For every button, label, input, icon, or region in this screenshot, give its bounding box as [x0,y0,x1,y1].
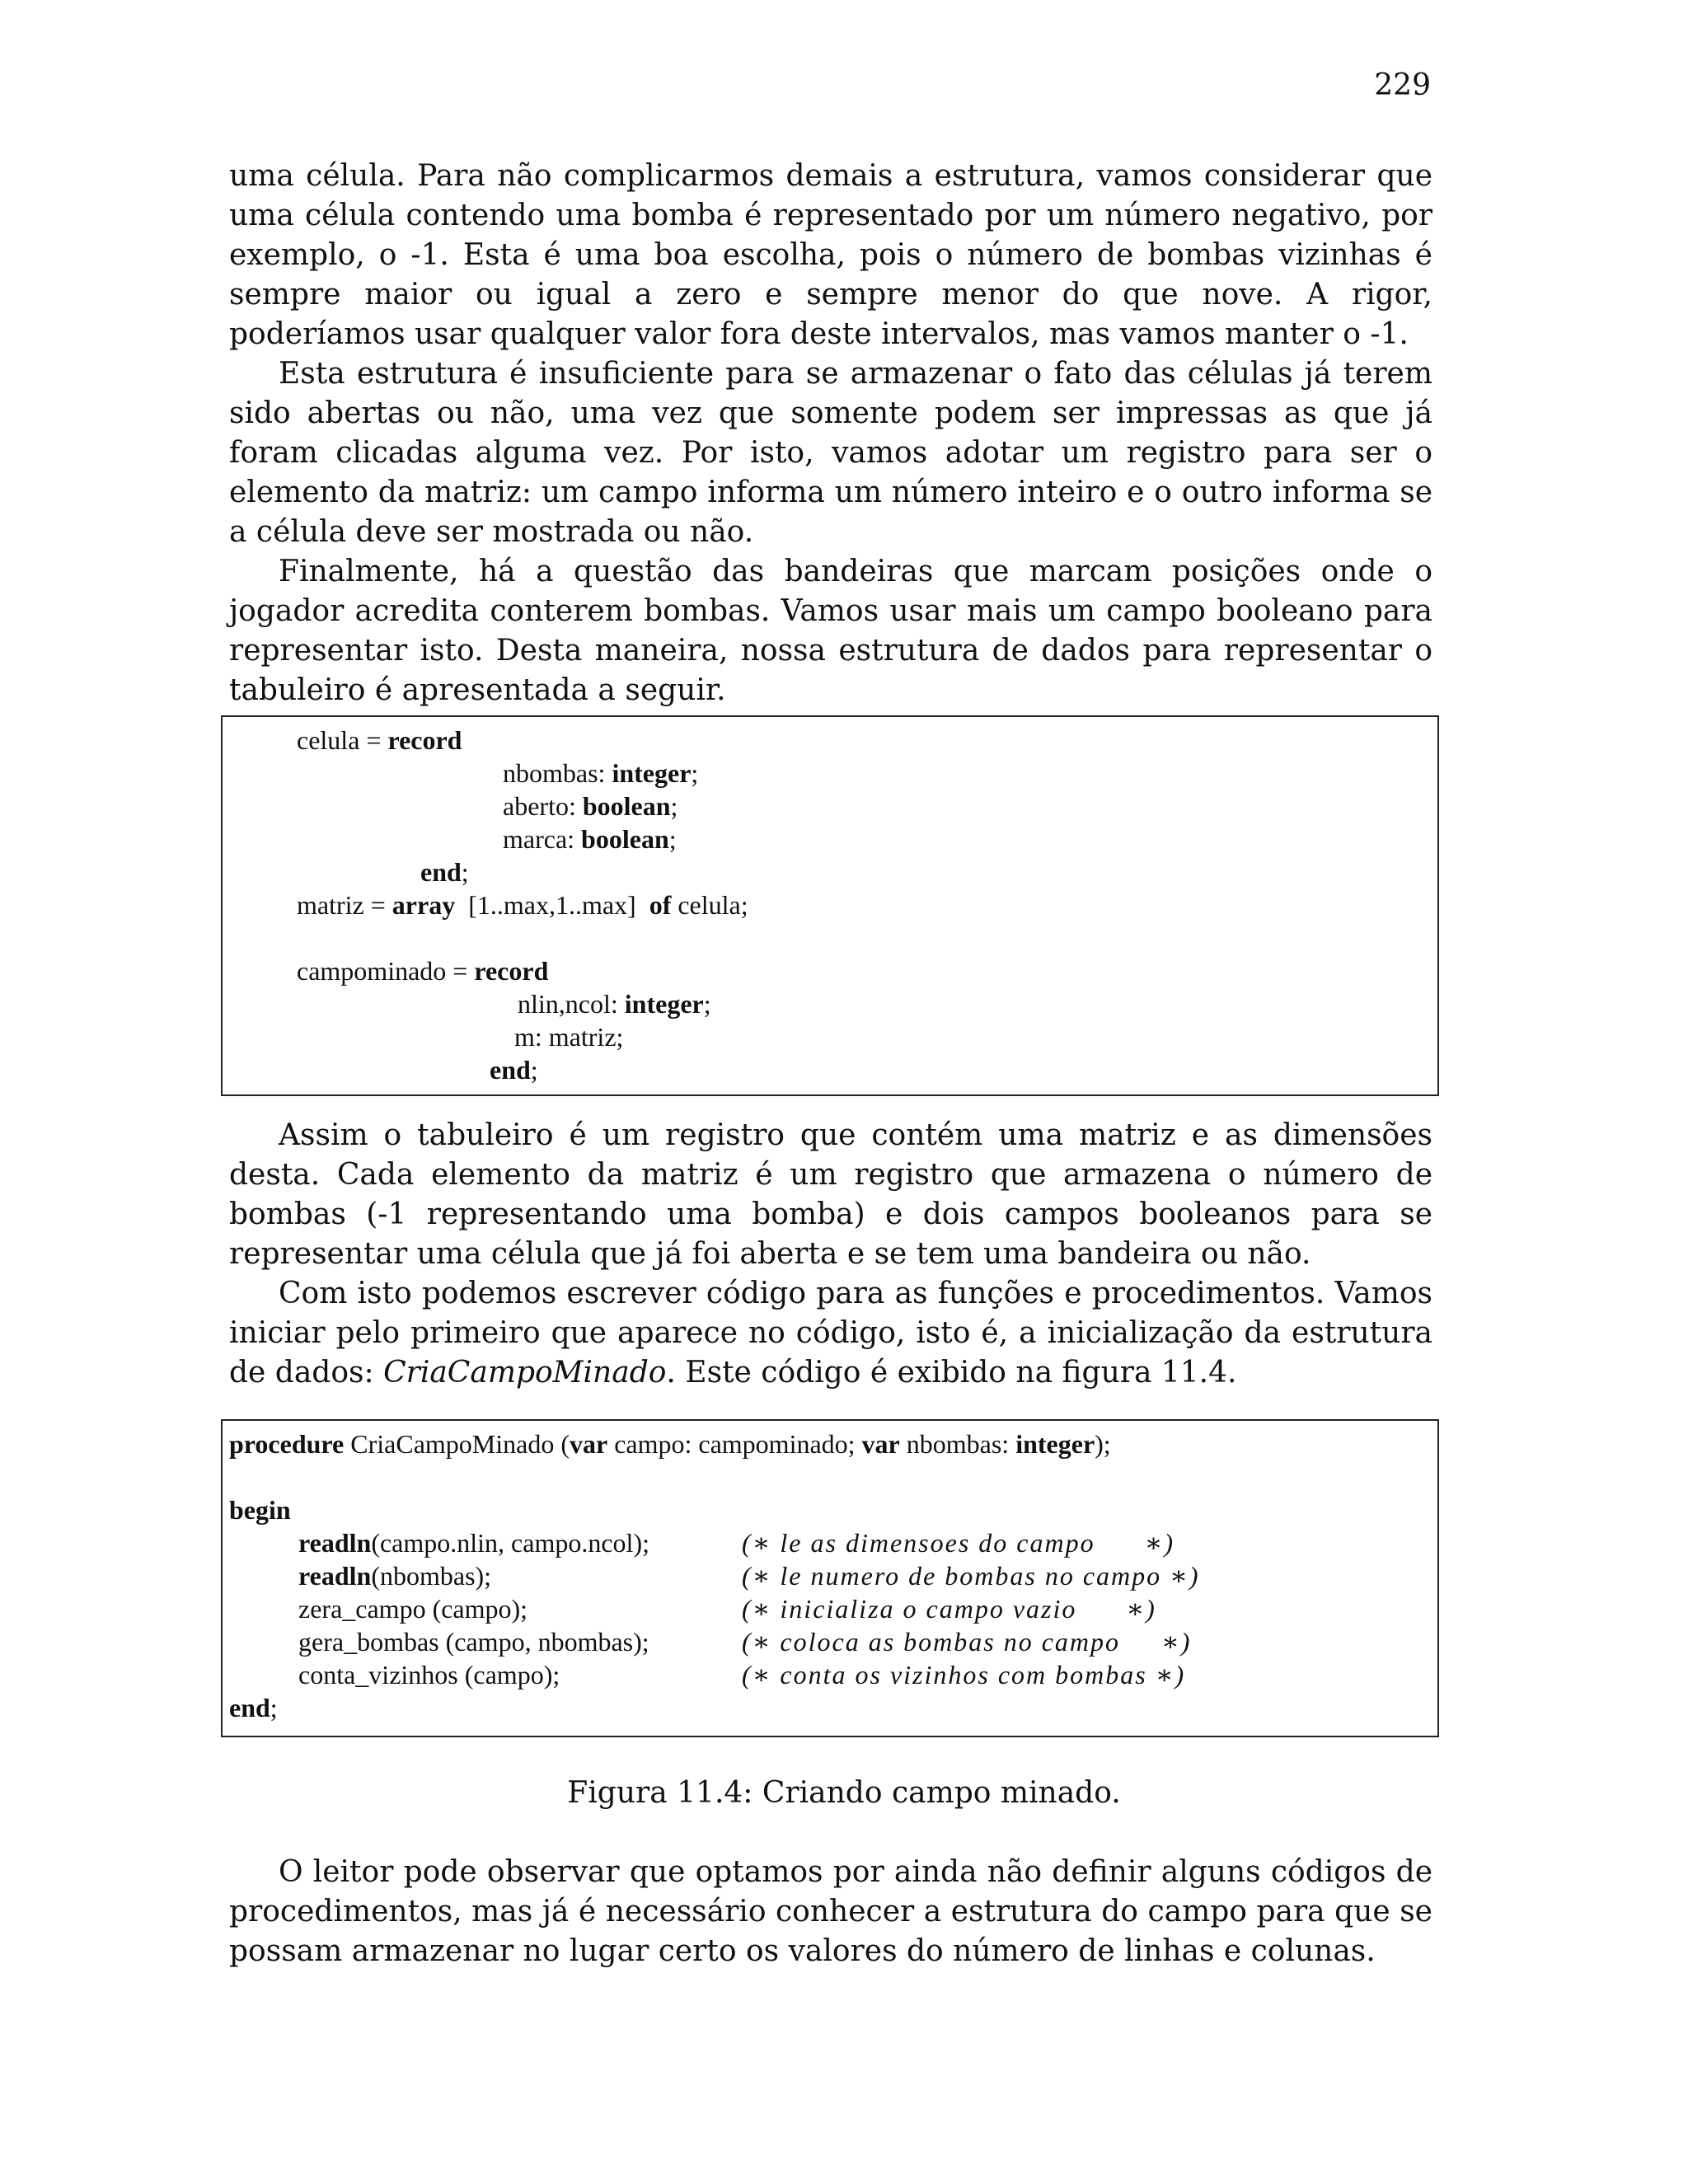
identifier: celula [297,725,360,755]
code-line [514,1020,623,1053]
keyword: boolean [582,791,671,821]
code-line [503,790,678,823]
code-comment: (∗ inicializa o campo vazio ∗) [742,1594,1156,1624]
code-line [298,1526,649,1559]
identifier: nlin,ncol: [518,989,625,1019]
code-comment: (∗ coloca as bombas no campo ∗) [742,1627,1192,1657]
keyword: boolean [581,824,669,854]
arguments: (campo.nlin, campo.ncol); [371,1528,649,1558]
identifier: m: matriz; [514,1022,624,1052]
code-line [229,1691,278,1724]
type-name: celula; [671,890,748,920]
keyword: end [490,1055,531,1085]
keyword: procedure [229,1429,345,1459]
code-line [490,1053,538,1086]
range: [1..max,1..max] [455,890,649,920]
text-block-top [229,157,1432,710]
code-line [503,757,698,790]
identifier: campominado [297,956,447,986]
punct: ; [530,1055,538,1085]
identifier: campo: campominado; [607,1429,862,1459]
punct: ; [270,1693,278,1722]
keyword: integer [612,758,692,788]
operator: = [446,956,475,986]
procedure-name: CriaCampoMinado [383,1356,667,1390]
keyword: var [569,1429,608,1459]
code-comment: (∗ conta os vizinhos com bombas ∗) [742,1660,1186,1690]
keyword: of [649,890,672,920]
code-comment: (∗ le as dimensoes do campo ∗) [742,1528,1175,1558]
keyword: readln [298,1528,372,1558]
operator: = [359,725,388,755]
keyword: record [387,725,462,755]
paragraph: Assim o tabuleiro é um registro que contém uma matriz e as dimensões desta. Cada elemento da matriz é um registro que armazena o número de bombas (-1 representando uma bomba) e dois campos booleanos para se representar uma célula que já foi aberta e se tem uma bandeira ou não. [229,1118,1432,1271]
code-comment: (∗ le numero de bombas no campo ∗) [742,1561,1200,1591]
code-line: zera_campo (campo); [298,1594,528,1624]
keyword: readln [298,1561,372,1591]
identifier: CriaCampoMinado ( [344,1429,570,1459]
punct: ); [1095,1429,1111,1459]
identifier: marca: [503,824,582,854]
text-block-mid [229,1116,1432,1393]
code-line: gera_bombas (campo, nbombas); [298,1627,649,1657]
code-line [297,888,748,921]
punct: ; [461,857,469,887]
code-line [518,987,711,1020]
operator: = [363,890,392,920]
text-block-bottom [229,1853,1432,1971]
code-line [503,823,677,855]
paragraph: O leitor pode observar que optamos por ainda não definir alguns códigos de procedimentos, mas já é necessário conhecer a estrutura do campo para que se possam armazenar no lugar certo os valores do número de linhas e colunas. [229,1855,1432,1968]
identifier: nbombas: [503,758,612,788]
keyword: end [420,857,462,887]
keyword: integer [624,989,704,1019]
keyword: end [229,1693,270,1722]
punct: ; [691,758,699,788]
paragraph-text: Com isto podemos escrever código para as funções e procedimentos. Vamos iniciar pelo primeiro que aparece no código, isto é, a inicialização da estrutura de dados: [229,1277,1432,1390]
paragraph: uma célula. Para não complicarmos demais a estrutura, vamos considerar que uma célula contendo uma bomba é representado por um número negativo, por exemplo, o -1. Esta é uma boa escolha, pois o número de bombas vizinhas é sempre maior ou igual a zero e sempre menor do que nove. A rigor, poderíamos usar qualquer valor fora deste intervalos, mas vamos manter o -1. [229,159,1432,351]
paragraph-text: . Este código é exibido na figura 11.4. [666,1356,1237,1390]
arguments: (nbombas); [371,1561,492,1591]
keyword: var [861,1429,900,1459]
paragraph [229,1274,1432,1393]
identifier: nbombas: [899,1429,1016,1459]
punct: ; [703,989,711,1019]
punct: ; [668,824,677,854]
keyword: integer [1015,1429,1095,1459]
figure-caption: Figura 11.4: Criando campo minado. [567,1776,1121,1810]
code-line [297,954,548,987]
code-line [298,1559,491,1592]
punct: ; [670,791,678,821]
code-line: begin [229,1495,291,1525]
code-box-struct [221,715,1439,1096]
paragraph: Esta estrutura é insuficiente para se armazenar o fato das células já terem sido abertas ou não, uma vez que somente podem ser impressas as que já foram clicadas alguma vez. Por isto, vamos adotar um registro para ser o elemento da matriz: um campo informa um número inteiro e o outro informa se a célula deve ser mostrada ou não. [229,357,1432,549]
code-line [420,855,469,888]
identifier: aberto: [503,791,583,821]
code-line [297,724,462,757]
paragraph: Finalmente, há a questão das bandeiras que marcam posições onde o jogador acredita conterem bombas. Vamos usar mais um campo booleano para representar isto. Desta maneira, nossa estrutura de dados para representar o tabuleiro é apresentada a seguir. [229,555,1432,707]
code-line [229,1427,1111,1460]
code-line: conta_vizinhos (campo); [298,1660,560,1690]
code-box-procedure [221,1419,1439,1737]
page-number: 229 [1374,68,1431,102]
keyword: record [474,956,549,986]
keyword: array [392,890,456,920]
identifier: matriz [297,890,364,920]
